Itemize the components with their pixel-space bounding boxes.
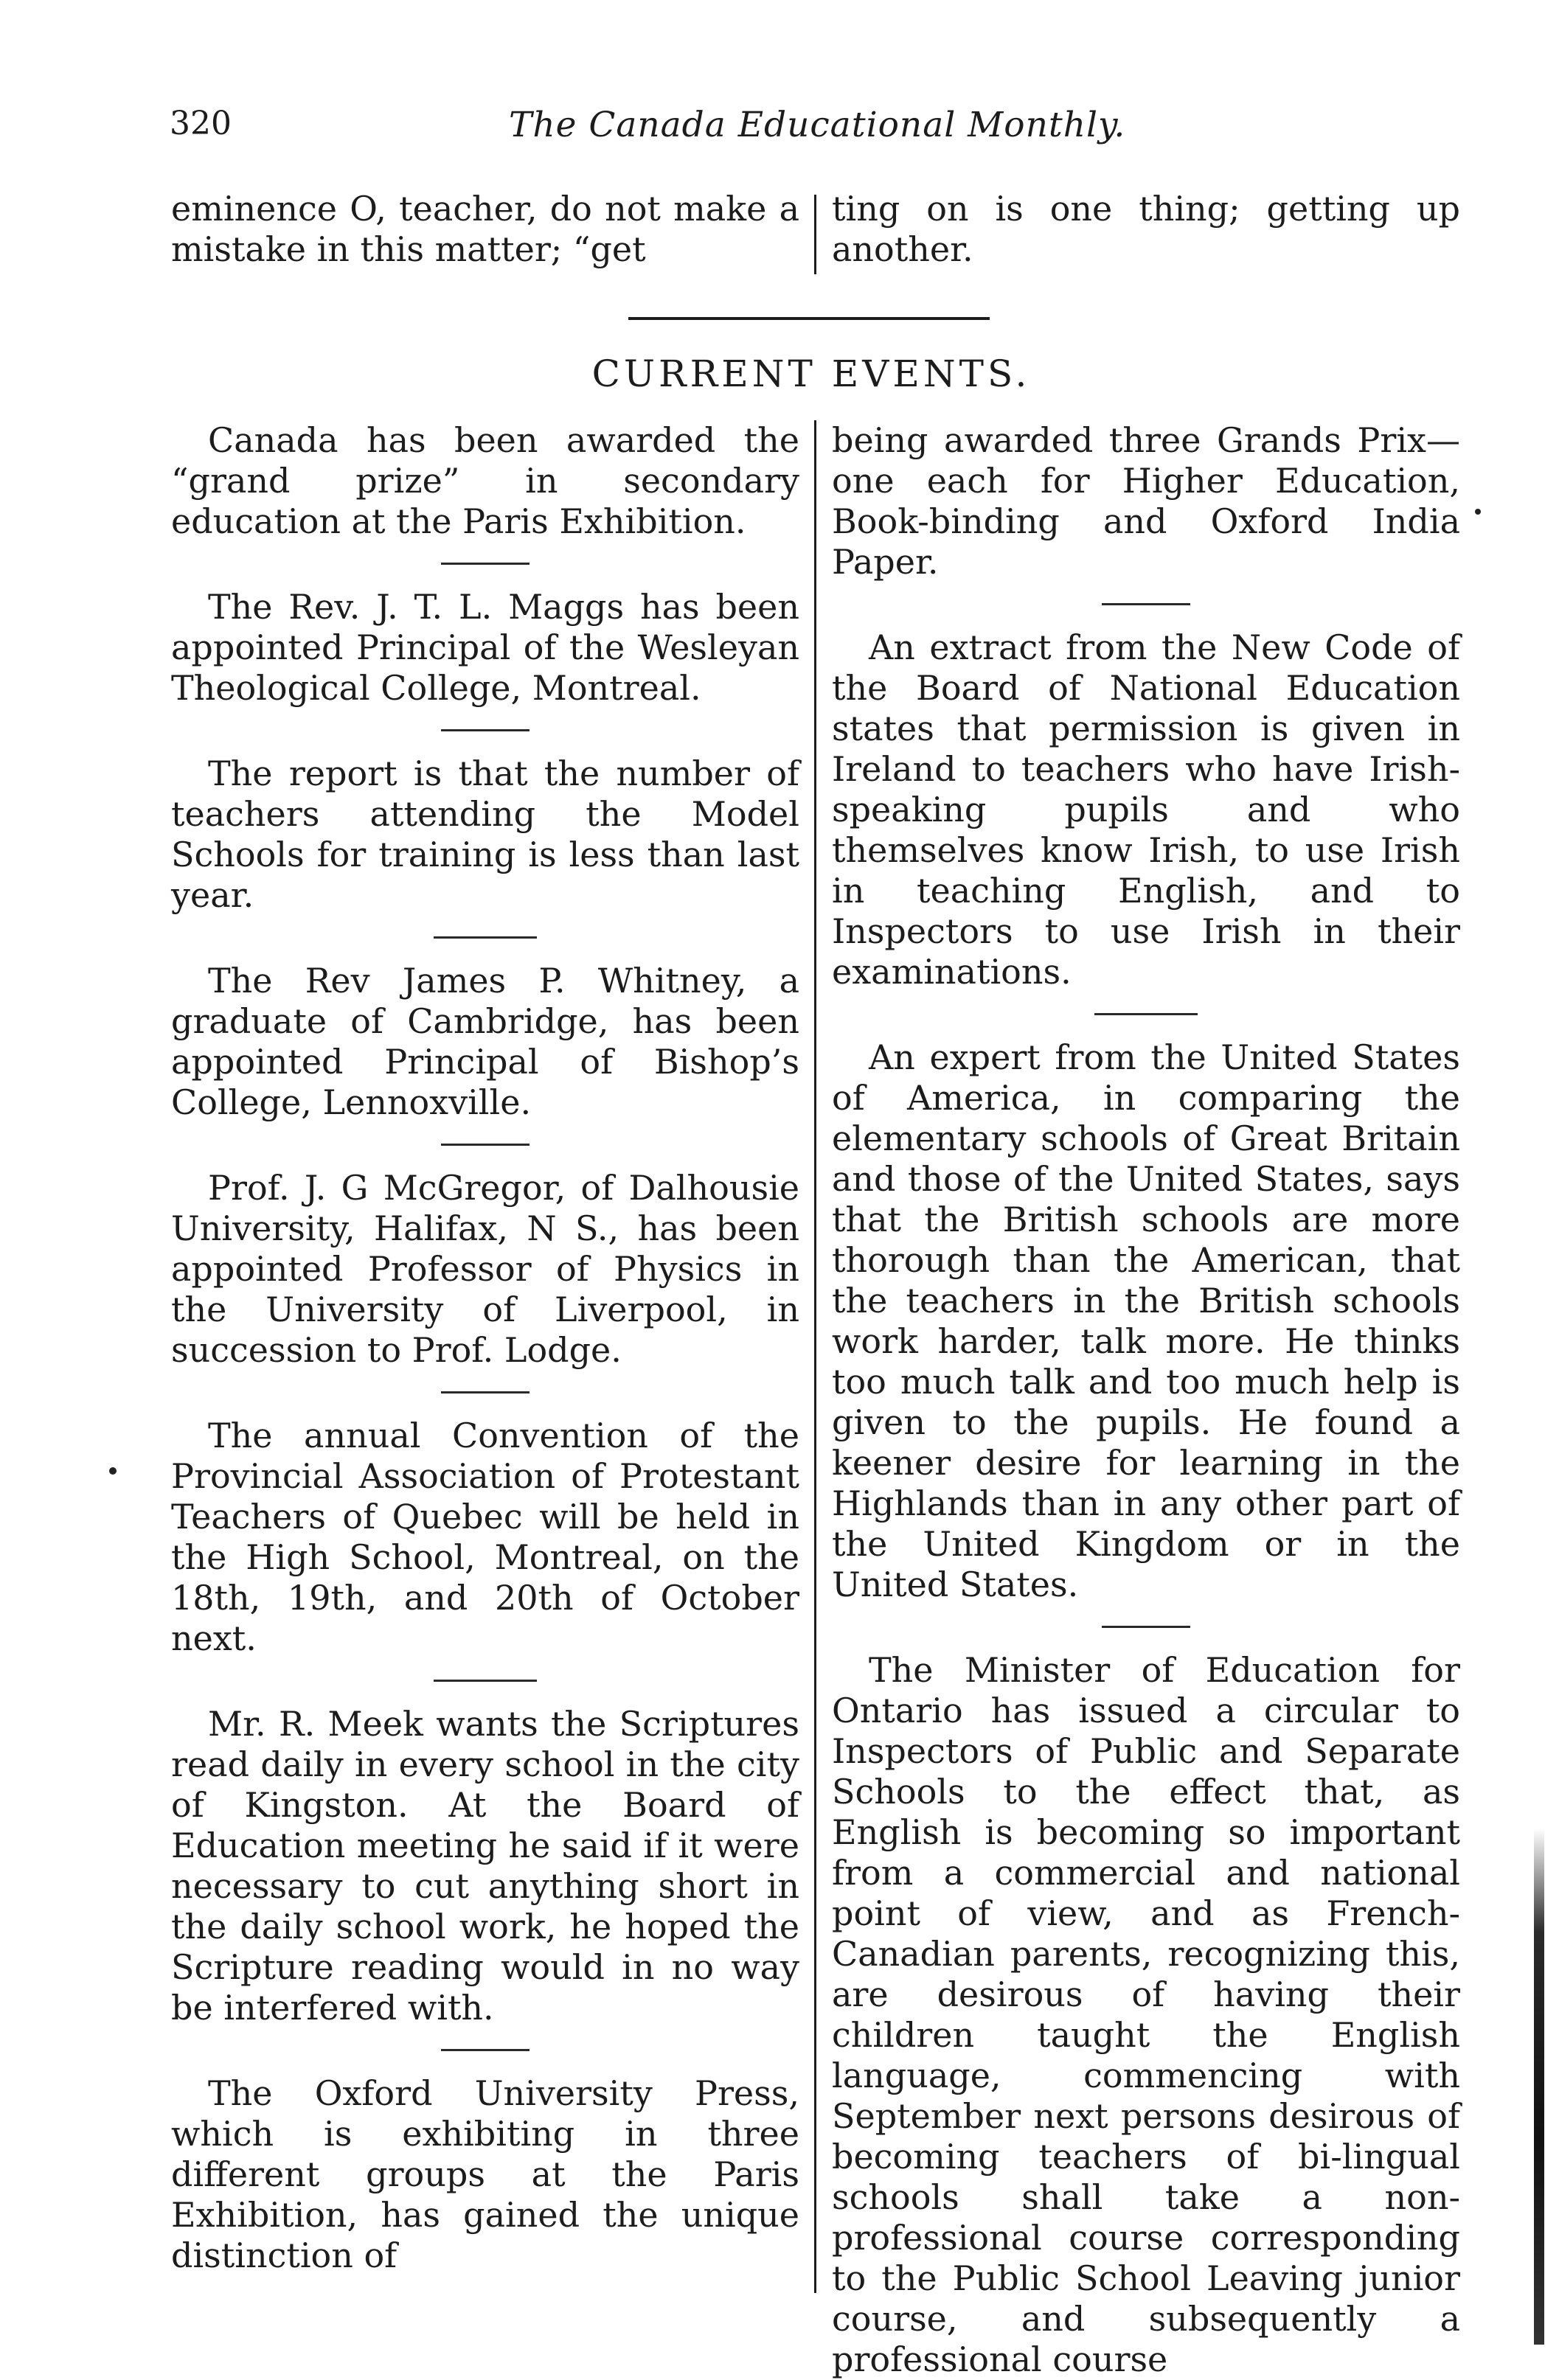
item-separator [441, 563, 529, 565]
margin-speck [1475, 509, 1481, 515]
news-item: The annual Convention of the Provincial Association of Protestant Teachers of Quebec will be held in the High School, Montreal, on the 18th, 19th, and 20th of October next. [171, 1416, 799, 1658]
section-rule [628, 317, 990, 320]
column-divider [814, 420, 816, 2293]
news-item: Mr. R. Meek wants the Scriptures read daily in every school in the city of Kingston. At the Board of Education meeting he said if it were necessary to cut anything short in the daily school work, he hoped the Scripture reading would in no way be interfered with. [171, 1704, 799, 2028]
news-item: The Rev James P. Whitney, a graduate of Cambridge, has been appointed Principal of Bishop’s College, Lennoxville. [171, 961, 799, 1122]
item-separator [1102, 1626, 1190, 1628]
news-item: The Oxford University Press, which is exhibiting in three different groups at the Paris Exhibition, has gained the unique distinction of [171, 2073, 799, 2275]
item-separator [441, 1144, 529, 1146]
binding-edge-shadow [1534, 1829, 1544, 2345]
item-separator [434, 936, 537, 939]
margin-speck [109, 1467, 117, 1475]
item-separator [1094, 1013, 1198, 1015]
running-head [170, 105, 1482, 156]
news-item: Canada has been awarded the “grand prize” in secondary education at the Paris Exhibition. [171, 420, 799, 541]
news-item-continued: being awarded three Grands Prix—one each for Higher Education, Book-binding and Oxford India Paper. [832, 420, 1460, 582]
news-item: An extract from the New Code of the Board of National Education states that permission is given in Ireland to teachers who have Irish-speaking pupils and who themselves know Irish, to use Irish in teaching English, and to Inspectors to use Irish in their examinations. [832, 627, 1460, 992]
page-number: 320 [170, 105, 232, 142]
news-item: The report is that the number of teachers attending the Model Schools for training is less than last year. [171, 754, 799, 915]
news-item: The Rev. J. T. L. Maggs has been appointed Principal of the Wesleyan Theological College, Montreal. [171, 587, 799, 708]
right-column [832, 420, 1460, 2380]
column-divider-top [814, 195, 816, 274]
left-column [171, 420, 799, 2276]
news-item: The Minister of Education for Ontario has issued a circular to Inspectors of Public and Separate Schools to the effect that, as English is becoming so important from a commercial and national point of view, and as French-Canadian parents, recognizing this, are desirous of having their children taught the English language, commencing with September next persons desirous of becoming teachers of bi-lingual schools shall take a non-professional course corresponding to the Public School Leaving junior course, and subsequently a professional course [832, 1650, 1460, 2379]
item-separator [441, 1391, 529, 1393]
news-item: Prof. J. G McGregor, of Dalhousie University, Halifax, N S., has been appointed Professor of Physics in the University of Liverpool, in succession to Prof. Lodge. [171, 1168, 799, 1370]
section-title: CURRENT EVENTS. [591, 352, 1031, 395]
item-separator [1102, 603, 1190, 605]
item-separator [441, 2049, 529, 2051]
journal-title: The Canada Educational Monthly. [509, 105, 1126, 145]
item-separator [434, 1680, 537, 1682]
carryover-right: ting on is one thing; getting up another. [832, 189, 1460, 269]
news-item: An expert from the United States of America, in comparing the elementary schools of Great Britain and those of the United States, says that the British schools are more thorough than the American, that the teachers in the British schools work harder, talk more. He thinks too much talk and too much help is given to the pupils. He found a keener desire for learning in the Highlands than in any other part of the United Kingdom or in the United States. [832, 1037, 1460, 1604]
carryover-left: eminence O, teacher, do not make a mistake in this matter; “get [171, 189, 799, 269]
item-separator [441, 729, 529, 731]
